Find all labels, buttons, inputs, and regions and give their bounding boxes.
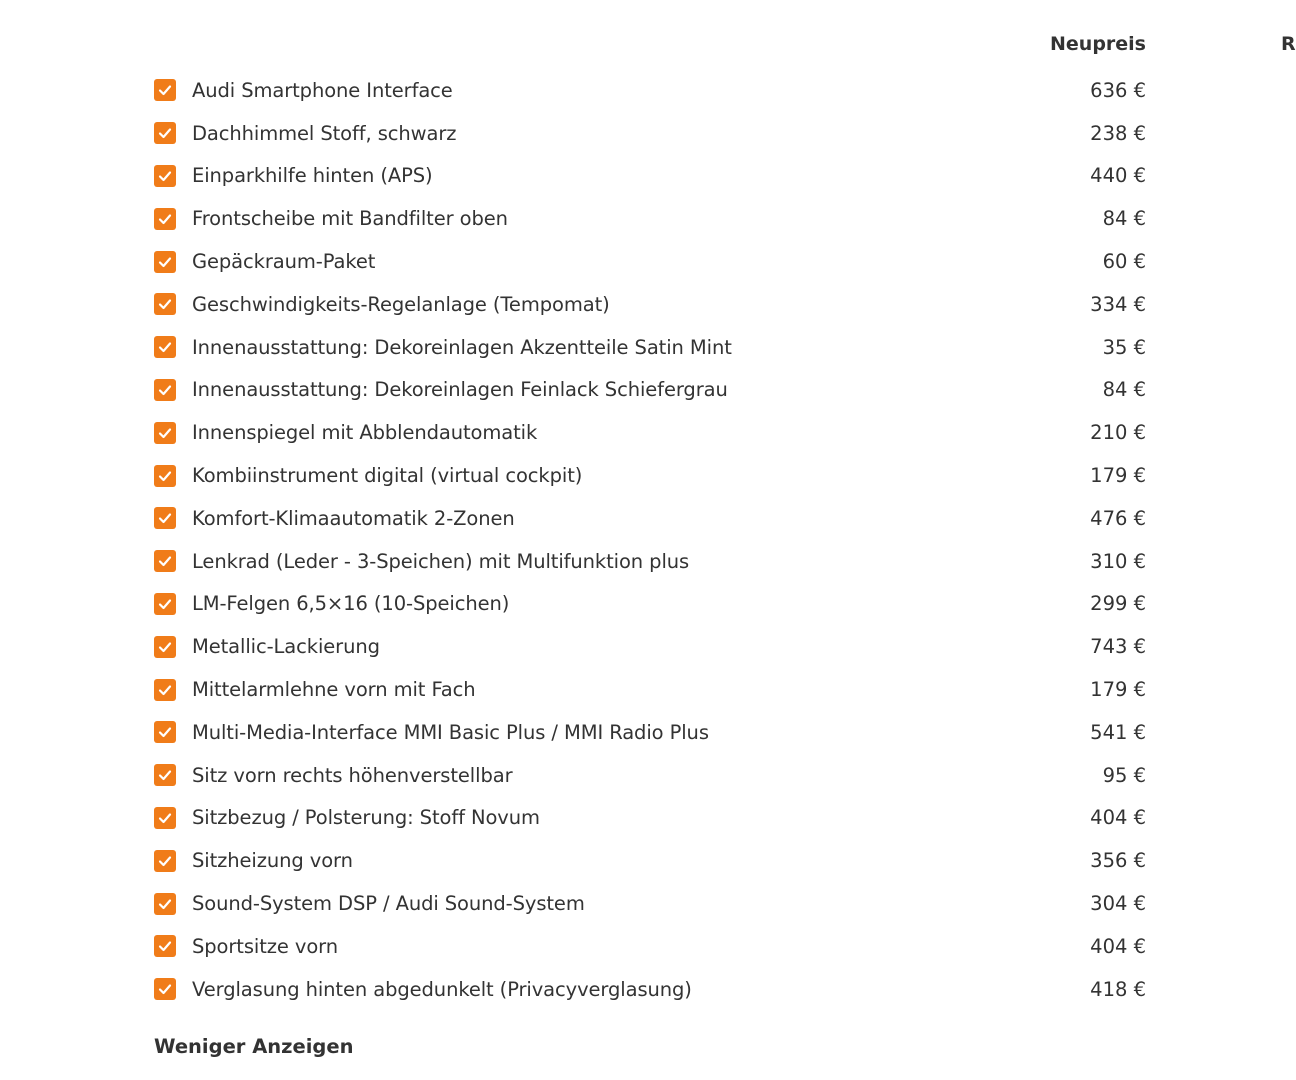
option-row (153, 283, 1153, 326)
option-row (153, 668, 1153, 711)
option-row (153, 497, 1153, 540)
option-row (153, 454, 1153, 497)
option-price: 404 € (1090, 934, 1146, 958)
option-label: Einparkhilfe hinten (APS) (192, 164, 433, 188)
option-checkbox[interactable] (154, 721, 176, 743)
option-row (153, 925, 1153, 968)
option-label: Komfort-Klimaautomatik 2-Zonen (192, 506, 515, 530)
option-price: 84 € (1102, 207, 1146, 231)
option-price: 404 € (1090, 806, 1146, 830)
option-price: 35 € (1102, 335, 1146, 359)
option-row (153, 797, 1153, 840)
option-label: Innenausstattung: Dekoreinlagen Feinlack Schiefergrau (192, 378, 728, 402)
checkmark-icon (157, 767, 173, 783)
option-checkbox[interactable] (154, 850, 176, 872)
option-price: 304 € (1090, 892, 1146, 916)
option-label: Mittelarmlehne vorn mit Fach (192, 678, 476, 702)
option-label: Innenspiegel mit Abblendautomatik (192, 421, 538, 445)
checkmark-icon (157, 596, 173, 612)
checkmark-icon (157, 168, 173, 184)
checkmark-icon (157, 468, 173, 484)
option-row (153, 155, 1153, 198)
option-label: Sitz vorn rechts höhenverstellbar (192, 763, 513, 787)
checkmark-icon (157, 896, 173, 912)
option-checkbox[interactable] (154, 807, 176, 829)
option-row (153, 112, 1153, 155)
option-checkbox[interactable] (154, 336, 176, 358)
option-row (153, 197, 1153, 240)
checkmark-icon (157, 981, 173, 997)
option-checkbox[interactable] (154, 593, 176, 615)
option-price: 179 € (1090, 464, 1146, 488)
checkmark-icon (157, 382, 173, 398)
checkmark-icon (157, 296, 173, 312)
option-price: 310 € (1090, 549, 1146, 573)
option-label: Innenausstattung: Dekoreinlagen Akzentteile Satin Mint (192, 335, 732, 359)
option-checkbox[interactable] (154, 251, 176, 273)
option-label: Sitzbezug / Polsterung: Stoff Novum (192, 806, 540, 830)
column-header-truncated: R (1281, 33, 1296, 55)
option-checkbox[interactable] (154, 165, 176, 187)
option-label: Metallic-Lackierung (192, 635, 380, 659)
option-label: Sound-System DSP / Audi Sound-System (192, 892, 585, 916)
option-price: 476 € (1090, 506, 1146, 530)
option-price: 334 € (1090, 292, 1146, 316)
option-checkbox[interactable] (154, 465, 176, 487)
checkmark-icon (157, 425, 173, 441)
option-label: Geschwindigkeits-Regelanlage (Tempomat) (192, 292, 610, 316)
checkmark-icon (157, 724, 173, 740)
option-row (153, 411, 1153, 454)
option-checkbox[interactable] (154, 636, 176, 658)
option-price: 60 € (1102, 250, 1146, 274)
option-checkbox[interactable] (154, 379, 176, 401)
option-row (153, 711, 1153, 754)
option-row (153, 583, 1153, 626)
option-price: 743 € (1090, 635, 1146, 659)
option-checkbox[interactable] (154, 978, 176, 1000)
option-price: 541 € (1090, 720, 1146, 744)
option-row (153, 369, 1153, 412)
option-checkbox[interactable] (154, 422, 176, 444)
checkmark-icon (157, 853, 173, 869)
option-checkbox[interactable] (154, 293, 176, 315)
option-label: Gepäckraum-Paket (192, 250, 376, 274)
checkmark-icon (157, 639, 173, 655)
option-row (153, 540, 1153, 583)
option-price: 210 € (1090, 421, 1146, 445)
option-checkbox[interactable] (154, 764, 176, 786)
option-checkbox[interactable] (154, 208, 176, 230)
checkmark-icon (157, 682, 173, 698)
option-label: LM-Felgen 6,5×16 (10-Speichen) (192, 592, 510, 616)
checkmark-icon (157, 254, 173, 270)
option-label: Audi Smartphone Interface (192, 78, 453, 102)
option-row (153, 882, 1153, 925)
column-header-neupreis: Neupreis (1050, 33, 1146, 55)
option-label: Dachhimmel Stoff, schwarz (192, 121, 457, 145)
option-price: 238 € (1090, 121, 1146, 145)
table-header (0, 0, 1296, 70)
option-label: Kombiinstrument digital (virtual cockpit) (192, 464, 583, 488)
option-price: 636 € (1090, 78, 1146, 102)
option-label: Multi-Media-Interface MMI Basic Plus / MMI Radio Plus (192, 720, 709, 744)
option-row (153, 754, 1153, 797)
option-label: Sitzheizung vorn (192, 849, 353, 873)
option-checkbox[interactable] (154, 550, 176, 572)
option-price: 440 € (1090, 164, 1146, 188)
option-row (153, 240, 1153, 283)
checkmark-icon (157, 553, 173, 569)
option-label: Sportsitze vorn (192, 934, 339, 958)
equipment-options-list (153, 69, 1153, 1011)
option-checkbox[interactable] (154, 893, 176, 915)
option-price: 179 € (1090, 678, 1146, 702)
checkmark-icon (157, 82, 173, 98)
option-price: 299 € (1090, 592, 1146, 616)
option-checkbox[interactable] (154, 679, 176, 701)
checkmark-icon (157, 125, 173, 141)
option-checkbox[interactable] (154, 79, 176, 101)
option-row (153, 326, 1153, 369)
option-checkbox[interactable] (154, 507, 176, 529)
option-label: Lenkrad (Leder - 3-Speichen) mit Multifunktion plus (192, 549, 690, 573)
option-price: 418 € (1090, 977, 1146, 1001)
checkmark-icon (157, 339, 173, 355)
option-row (153, 625, 1153, 668)
option-price: 84 € (1102, 378, 1146, 402)
option-checkbox[interactable] (154, 122, 176, 144)
option-price: 356 € (1090, 849, 1146, 873)
checkmark-icon (157, 810, 173, 826)
checkmark-icon (157, 211, 173, 227)
option-label: Verglasung hinten abgedunkelt (Privacyverglasung) (192, 977, 692, 1001)
option-row (153, 69, 1153, 112)
checkmark-icon (157, 510, 173, 526)
option-label: Frontscheibe mit Bandfilter oben (192, 207, 508, 231)
show-less-link[interactable]: Weniger Anzeigen (154, 1035, 354, 1058)
option-price: 95 € (1102, 763, 1146, 787)
option-checkbox[interactable] (154, 935, 176, 957)
option-row (153, 839, 1153, 882)
option-row (153, 968, 1153, 1011)
checkmark-icon (157, 938, 173, 954)
